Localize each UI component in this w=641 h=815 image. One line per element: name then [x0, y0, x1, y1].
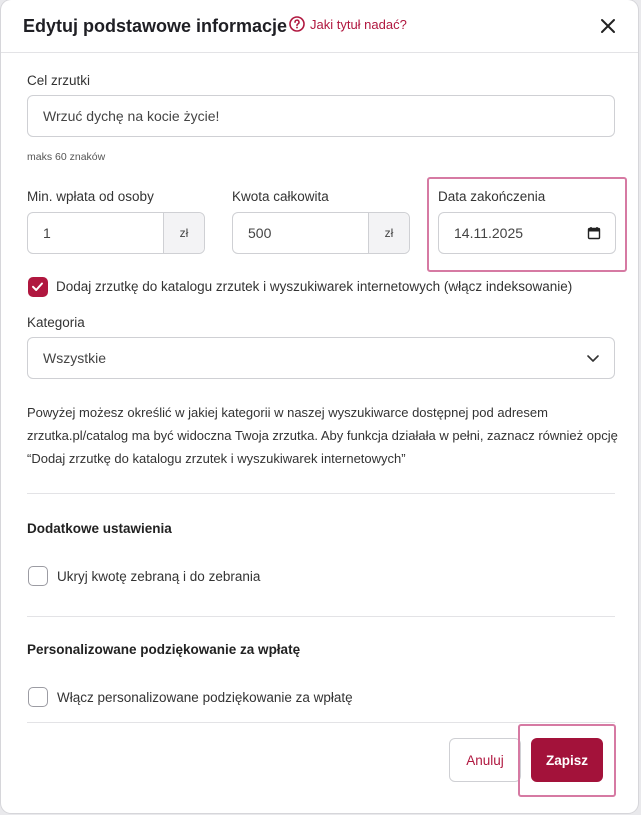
min-payment-label: Min. wpłata od osoby	[27, 189, 154, 204]
currency-suffix: zł	[163, 213, 204, 253]
close-icon[interactable]	[598, 16, 618, 36]
additional-settings-title: Dodatkowe ustawienia	[27, 521, 172, 536]
dialog-header	[1, 0, 638, 53]
min-payment-value: 1	[43, 225, 51, 241]
help-circle-icon	[289, 16, 305, 32]
end-date-value: 14.11.2025	[454, 225, 524, 241]
section-divider	[27, 493, 615, 494]
category-info-text: Powyżej możesz określić w jakiej kategorii w naszej wyszukiwarce dostępnej pod adresem zrzutka.pl/catalog ma być widoczna Twoja zrzutka. Aby funkcja działała w pełni, zaznacz również opcję “Dodaj zrzutkę do katalogu zrzutek i wyszukiwarek internetowych”	[27, 405, 618, 466]
personalized-thanks-title: Personalizowane podziękowanie za wpłatę	[27, 642, 301, 657]
help-link-label: Jaki tytuł nadać?	[310, 16, 407, 32]
dialog-title: Edytuj podstawowe informacje	[23, 16, 288, 36]
min-payment-input[interactable]	[27, 212, 205, 254]
goal-input[interactable]	[27, 95, 615, 137]
help-link[interactable]	[289, 16, 407, 32]
calendar-icon[interactable]	[587, 226, 601, 240]
total-amount-value: 500	[248, 225, 272, 241]
end-date-input[interactable]	[438, 212, 616, 254]
section-divider	[27, 616, 615, 617]
save-button[interactable]: Zapisz	[531, 738, 603, 782]
hide-amount-checkbox[interactable]	[28, 566, 48, 586]
category-select[interactable]	[27, 337, 615, 379]
personalized-thanks-label[interactable]: Włącz personalizowane podziękowanie za wpłatę	[57, 690, 353, 705]
catalog-checkbox-label[interactable]: Dodaj zrzutkę do katalogu zrzutek i wyszukiwarek internetowych (włącz indeksowanie)	[56, 279, 573, 294]
hide-amount-label[interactable]: Ukryj kwotę zebraną i do zebrania	[57, 569, 261, 584]
cancel-button[interactable]: Anuluj	[449, 738, 521, 782]
goal-value: Wrzuć dychę na kocie życie!	[43, 108, 220, 124]
category-label: Kategoria	[27, 315, 85, 330]
personalized-thanks-checkbox[interactable]	[28, 687, 48, 707]
footer-divider	[27, 722, 615, 723]
checkmark-icon	[29, 278, 46, 295]
catalog-checkbox[interactable]	[28, 277, 48, 297]
goal-label: Cel zrzutki	[27, 73, 91, 88]
edit-dialog	[1, 0, 638, 813]
currency-suffix: zł	[368, 213, 409, 253]
goal-hint: maks 60 znaków	[27, 151, 106, 163]
total-amount-input[interactable]	[232, 212, 410, 254]
total-amount-label: Kwota całkowita	[232, 189, 329, 204]
chevron-down-icon	[586, 351, 600, 365]
end-date-label: Data zakończenia	[438, 189, 546, 204]
category-value: Wszystkie	[43, 350, 106, 366]
